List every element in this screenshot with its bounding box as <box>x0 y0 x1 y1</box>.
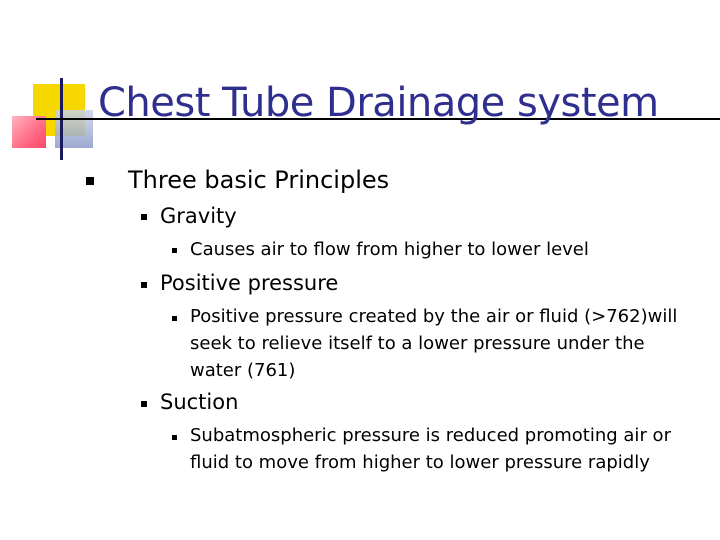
principle-detail: Positive pressure created by the air or fluid (>762)will seek to relieve itself to a lower pressure under the water (761) <box>190 306 678 381</box>
bullet-square-icon <box>141 214 147 220</box>
title-decoration-red-square <box>12 116 46 148</box>
slide-title: Chest Tube Drainage system <box>98 80 659 126</box>
bullet-square-icon <box>172 248 177 253</box>
bullet-square-icon <box>172 316 177 321</box>
bullet-square-icon <box>86 177 94 185</box>
principle-name: Positive pressure <box>160 271 339 295</box>
bullet-square-icon <box>172 435 177 440</box>
bullet-square-icon <box>141 401 147 407</box>
principle-name: Suction <box>160 390 239 414</box>
main-point-text: Three basic Principles <box>128 166 390 194</box>
principle-detail: Subatmospheric pressure is reduced promoting air or fluid to move from higher to lower pressure rapidly <box>190 425 671 473</box>
principle-detail: Causes air to flow from higher to lower level <box>190 239 589 260</box>
principle-name: Gravity <box>160 204 237 228</box>
bullet-square-icon <box>141 282 147 288</box>
